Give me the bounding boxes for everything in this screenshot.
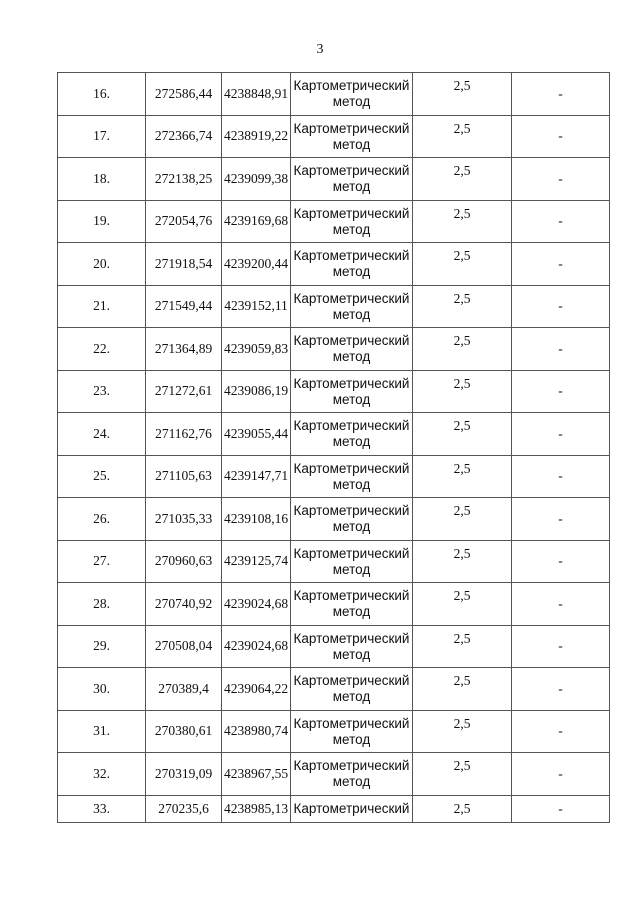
table-row [58,455,610,498]
method-cell: Картометрический метод [291,370,413,413]
accuracy-cell: 2,5 [413,753,512,796]
point-number-cell: 22. [58,328,146,371]
accuracy-cell: 2,5 [413,370,512,413]
note-cell: - [512,413,610,456]
accuracy-cell: 2,5 [413,540,512,583]
note-cell: - [512,73,610,116]
x-coordinate-cell: 272366,74 [146,115,222,158]
accuracy-cell: 2,5 [413,710,512,753]
table-row [58,540,610,583]
accuracy-cell: 2,5 [413,200,512,243]
note-cell: - [512,115,610,158]
accuracy-cell: 2,5 [413,243,512,286]
table-row [58,243,610,286]
accuracy-cell: 2,5 [413,625,512,668]
point-number-cell: 17. [58,115,146,158]
note-cell: - [512,795,610,822]
coordinates-table-body [58,73,610,823]
x-coordinate-cell: 271272,61 [146,370,222,413]
accuracy-cell: 2,5 [413,583,512,626]
point-number-cell: 18. [58,158,146,201]
method-cell: Картометрический метод [291,158,413,201]
y-coordinate-cell: 4238980,74 [222,710,291,753]
y-coordinate-cell: 4239064,22 [222,668,291,711]
accuracy-cell: 2,5 [413,498,512,541]
note-cell: - [512,540,610,583]
table-row [58,328,610,371]
y-coordinate-cell: 4238848,91 [222,73,291,116]
table-row [58,200,610,243]
point-number-cell: 25. [58,455,146,498]
y-coordinate-cell: 4238919,22 [222,115,291,158]
point-number-cell: 20. [58,243,146,286]
note-cell: - [512,583,610,626]
table-row [58,710,610,753]
point-number-cell: 30. [58,668,146,711]
accuracy-cell: 2,5 [413,328,512,371]
x-coordinate-cell: 270389,4 [146,668,222,711]
method-cell: Картометрический метод [291,710,413,753]
x-coordinate-cell: 270319,09 [146,753,222,796]
x-coordinate-cell: 270508,04 [146,625,222,668]
x-coordinate-cell: 271162,76 [146,413,222,456]
coordinates-table [57,72,610,823]
x-coordinate-cell: 272054,76 [146,200,222,243]
table-row [58,668,610,711]
note-cell: - [512,668,610,711]
y-coordinate-cell: 4239125,74 [222,540,291,583]
method-cell: Картометрический метод [291,115,413,158]
accuracy-cell: 2,5 [413,73,512,116]
method-cell: Картометрический метод [291,753,413,796]
table-row [58,498,610,541]
table-row [58,73,610,116]
method-cell: Картометрический метод [291,498,413,541]
method-cell: Картометрический метод [291,328,413,371]
y-coordinate-cell: 4239169,68 [222,200,291,243]
accuracy-cell: 2,5 [413,285,512,328]
x-coordinate-cell: 271918,54 [146,243,222,286]
point-number-cell: 27. [58,540,146,583]
method-cell: Картометрический [291,795,413,822]
table-row [58,583,610,626]
x-coordinate-cell: 271364,89 [146,328,222,371]
table-row [58,115,610,158]
point-number-cell: 32. [58,753,146,796]
y-coordinate-cell: 4239059,83 [222,328,291,371]
method-cell: Картометрический метод [291,540,413,583]
x-coordinate-cell: 270740,92 [146,583,222,626]
y-coordinate-cell: 4239024,68 [222,583,291,626]
point-number-cell: 26. [58,498,146,541]
method-cell: Картометрический метод [291,200,413,243]
note-cell: - [512,200,610,243]
accuracy-cell: 2,5 [413,668,512,711]
y-coordinate-cell: 4239147,71 [222,455,291,498]
table-row [58,370,610,413]
table-row [58,285,610,328]
note-cell: - [512,370,610,413]
y-coordinate-cell: 4238967,55 [222,753,291,796]
point-number-cell: 28. [58,583,146,626]
method-cell: Картометрический метод [291,625,413,668]
y-coordinate-cell: 4239024,68 [222,625,291,668]
x-coordinate-cell: 270960,63 [146,540,222,583]
accuracy-cell: 2,5 [413,158,512,201]
table-row [58,413,610,456]
x-coordinate-cell: 271035,33 [146,498,222,541]
page-number: 3 [316,42,324,57]
note-cell: - [512,243,610,286]
note-cell: - [512,328,610,371]
x-coordinate-cell: 271549,44 [146,285,222,328]
y-coordinate-cell: 4239152,11 [222,285,291,328]
x-coordinate-cell: 272138,25 [146,158,222,201]
y-coordinate-cell: 4238985,13 [222,795,291,822]
y-coordinate-cell: 4239055,44 [222,413,291,456]
note-cell: - [512,498,610,541]
y-coordinate-cell: 4239108,16 [222,498,291,541]
method-cell: Картометрический метод [291,455,413,498]
accuracy-cell: 2,5 [413,455,512,498]
point-number-cell: 29. [58,625,146,668]
table-row [58,753,610,796]
accuracy-cell: 2,5 [413,795,512,822]
method-cell: Картометрический метод [291,583,413,626]
method-cell: Картометрический метод [291,413,413,456]
method-cell: Картометрический метод [291,243,413,286]
method-cell: Картометрический метод [291,285,413,328]
point-number-cell: 31. [58,710,146,753]
point-number-cell: 24. [58,413,146,456]
point-number-cell: 21. [58,285,146,328]
method-cell: Картометрический метод [291,73,413,116]
y-coordinate-cell: 4239086,19 [222,370,291,413]
point-number-cell: 19. [58,200,146,243]
point-number-cell: 16. [58,73,146,116]
table-row [58,795,610,822]
x-coordinate-cell: 272586,44 [146,73,222,116]
table-row [58,625,610,668]
accuracy-cell: 2,5 [413,115,512,158]
x-coordinate-cell: 270235,6 [146,795,222,822]
x-coordinate-cell: 271105,63 [146,455,222,498]
method-cell: Картометрический метод [291,668,413,711]
table-row [58,158,610,201]
y-coordinate-cell: 4239200,44 [222,243,291,286]
note-cell: - [512,158,610,201]
point-number-cell: 33. [58,795,146,822]
x-coordinate-cell: 270380,61 [146,710,222,753]
point-number-cell: 23. [58,370,146,413]
y-coordinate-cell: 4239099,38 [222,158,291,201]
note-cell: - [512,753,610,796]
note-cell: - [512,285,610,328]
note-cell: - [512,625,610,668]
note-cell: - [512,455,610,498]
accuracy-cell: 2,5 [413,413,512,456]
note-cell: - [512,710,610,753]
